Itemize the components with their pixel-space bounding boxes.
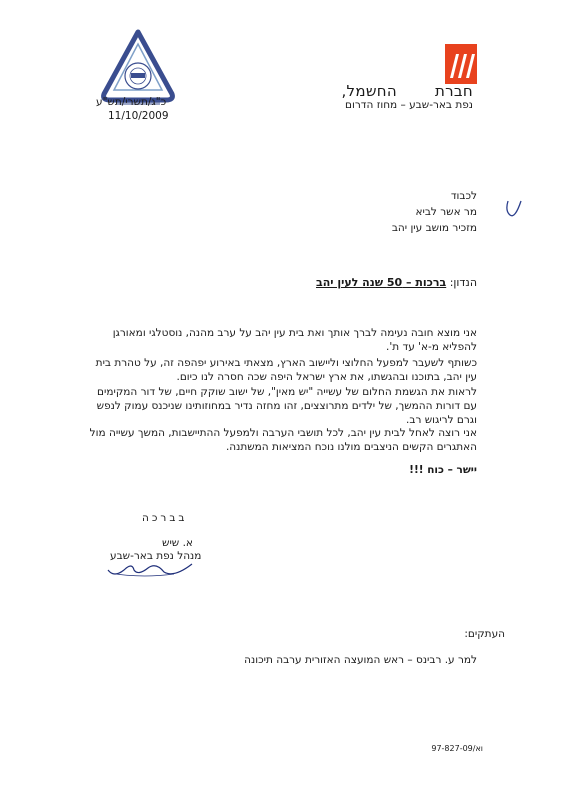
quality-seal-icon bbox=[100, 28, 176, 106]
subject-line bbox=[316, 276, 477, 289]
gregorian-date: 11/10/2009 bbox=[108, 110, 169, 122]
company-logo-icon bbox=[445, 44, 477, 84]
reference-number: וא/97-827-09 bbox=[431, 744, 483, 753]
addressee-salutation: לכבוד bbox=[450, 190, 477, 202]
subject-title: ברכות – 50 שנה לעין יהב bbox=[316, 276, 447, 289]
company-district: נפת באר-שבע – מחוז הדרום bbox=[345, 99, 473, 111]
regards: בברכה bbox=[142, 512, 188, 524]
closing-line: יישר – כוח !!! bbox=[409, 464, 477, 476]
handwritten-check-mark-icon bbox=[503, 197, 525, 223]
signer-name: א. שיש bbox=[162, 537, 193, 549]
body-paragraph-1: אני מוצא חובה נעימה לברך אותך ואת בית עין יהב על ערב מהנה, נוסטלגי ומאורגן להפליא מ-א' עד ת'. bbox=[112, 327, 477, 354]
addressee-name: מר אשר לביא bbox=[415, 206, 477, 218]
subject-label: הנדון: bbox=[449, 276, 477, 289]
body-paragraph-3: לראות את הגשמת החלום של עשייה "יש מאין", של ישוב שוקק חיים, של דור המקימים עם דורות ההמשך, של ילדים מתרוצצים, זהו מחזה נדיר במחוזותינו שניכנס עמוק לנפש וגרם לריגוש רב. bbox=[96, 386, 477, 427]
company-name-second: החשמל, bbox=[341, 82, 397, 100]
body-paragraph-2: כשותף לשעבר למפעל החלוצי וליישוב הארץ, מצאתי באירוע יפהפה זה, על טהרת בית עין יהב, בתוכנו ובהגשתו, את ארץ ישראל היפה שכה חסרה לנו כיום. bbox=[95, 357, 477, 384]
addressee-role: מזכיר מושב עין יהב bbox=[391, 222, 477, 234]
copies-item: למר ע. רבינס – ראש המועצה האזורית ערבה תיכונה bbox=[244, 654, 477, 666]
company-name bbox=[341, 82, 473, 100]
copies-label: העתקים: bbox=[464, 628, 505, 640]
body-paragraph-4: אני רוצה לאחל לבית עין יהב, לכל תושבי הערבה ולמפעל ההתיישבות, המשך עשייה מול האתגרים הקשים הניצבים מולנו נוכח המציאות המשתנה. bbox=[89, 427, 477, 454]
signer-title: מנהל נפת באר-שבע bbox=[110, 550, 202, 562]
company-name-first: חברת bbox=[435, 82, 473, 100]
hebrew-date: כ"ג/תשרי/תש"ע bbox=[96, 96, 167, 108]
